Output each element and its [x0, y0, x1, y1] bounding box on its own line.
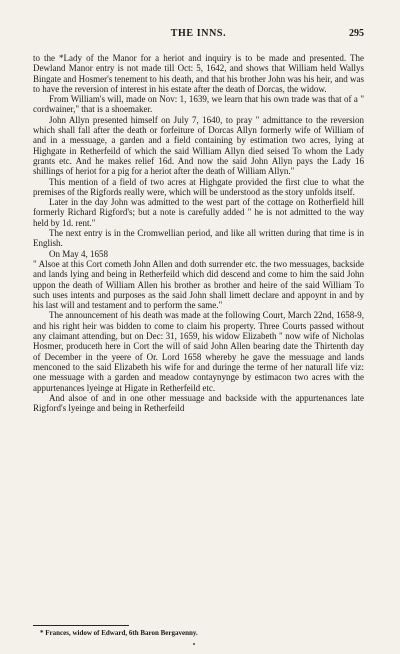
page-header [33, 28, 364, 42]
body-text [33, 53, 364, 413]
paragraph: " Alsoe at this Cort cometh John Allen and doth surrender etc. the two messuages, backside and lands lying and being in Retherfeild which did descend and come to him the said John uppon the death of William Allen his brother as brother and heire of the said William To such uses intents and purposes as the said John shall limett declare and appoynt in and by his last will and testament and to perform the same." [33, 258, 364, 311]
page-number: 295 [349, 28, 364, 39]
paragraph: This mention of a field of two acres at Highgate provided the first clue to what the premises of the Rigfords really were, which will be understood as the story unfolds itself. [33, 176, 364, 197]
paragraph: John Allyn presented himself on July 7, 1640, to pray " admittance to the reversion which shall fall after the death or forfeiture of Dorcas Allyn formerly wife of William of and in a messuage, a garden and a field containing by estimation two acres, lying at Highgate in Retherfeild of which the said William Allyn died seised To whom the Lady grants etc. And he makes relief 16d. And now the said John Allyn pays the Lady 16 shillings of heriot for a pig for a heriot after the death of William Allyn." [33, 114, 364, 177]
paragraph: The next entry is in the Cromwellian period, and like all written during that time is in English. [33, 228, 364, 249]
paragraph: And alsoe of and in one other messuage and backside with the appurtenances late Rigford's lyeinge and being in Retherfeild [33, 392, 364, 414]
footnote: * Frances, widow of Edward, 6th Baron Bergavenny. [40, 629, 198, 637]
footnote-rule [33, 625, 129, 626]
paragraph: Later in the day John was admitted to the west part of the cottage on Rotherfield hill formerly Richard Rigford's; but a note is carefully added " he is not admitted to the way held by 1d. rent." [33, 197, 364, 228]
print-speck [193, 643, 195, 645]
paragraph: On May 4, 1658 [49, 248, 108, 259]
paragraph: From William's will, made on Nov: 1, 1639, we learn that his own trade was that of a " cordwainer," that is a shoemaker. [33, 94, 364, 115]
paragraph: to the *Lady of the Manor for a heriot and inquiry is to be made and presented. The Dewland Manor entry is not made till Oct: 5, 1642, and shows that William held Wallys Bingate and Hosmer's tenement to his death, and that his brother John was his heir, and was to have the reversion of interest in his estate after the death of Dorcas, the widow. [33, 53, 364, 94]
running-title: THE INNS. [170, 28, 227, 39]
paragraph: The announcement of his death was made at the following Court, March 22nd, 1658-9, and his right heir was bidden to come to claim his property. Three Courts passed without any claimant attending, but on Dec: 31, 1659, his widow Elizabeth " now wife of Nicholas Hosmer, produceth here in Cort the will of said John Allen bearing date the Thirtenth day of December in the yeere of Or. Lord 1658 whereby he gave the messuage and lands menconed to the said Elizabeth his wife for and duringe the terme of her naturall life viz: one messuage with a garden and meadow contaynynge by estimacon two acres with the appurtenances lyeinge at Higate in Retherfeild etc. [33, 310, 364, 393]
